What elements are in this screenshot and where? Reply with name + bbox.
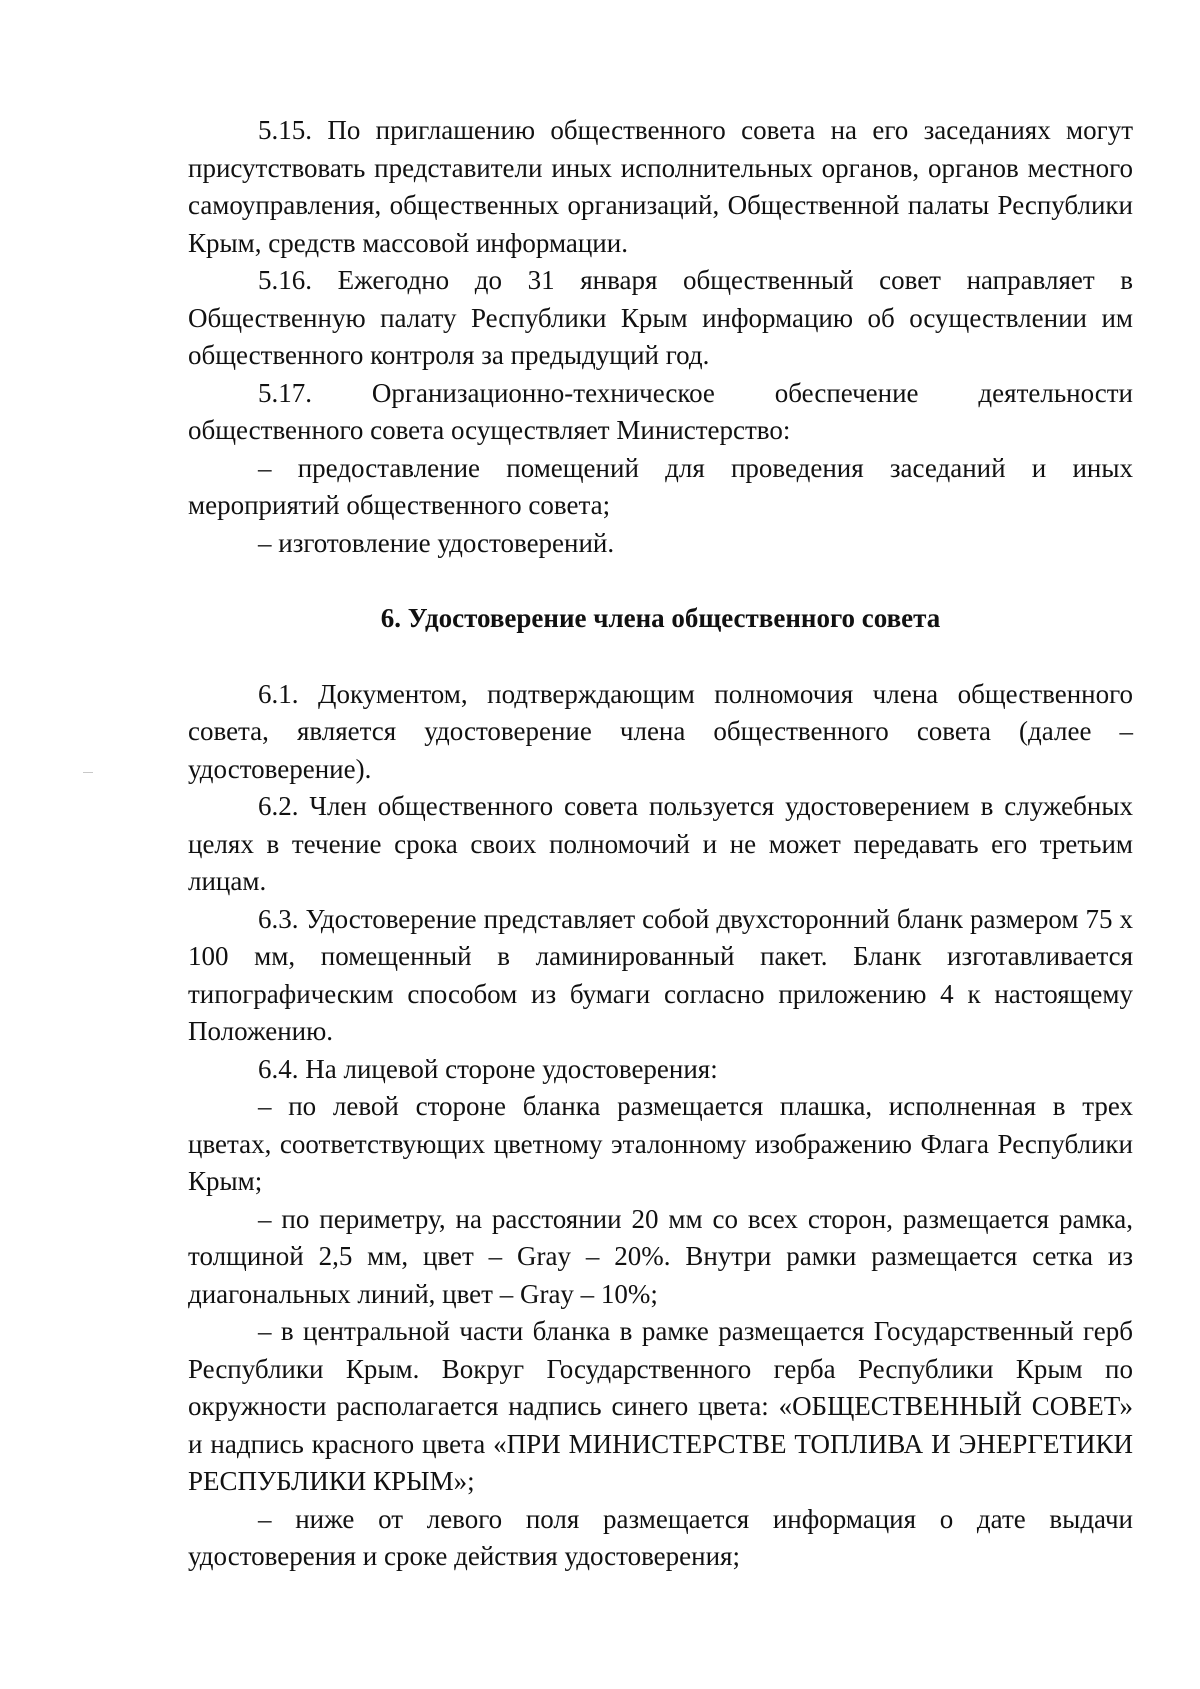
- list-item-6-4-1: – по левой стороне бланка размещается плашка, исполненная в трех цветах, соответствующих цветному эталонному изображению Флага Республики Крым;: [188, 1091, 1133, 1196]
- paragraph-5-17: 5.17. Организационно-техническое обеспечение деятельности общественного совета осуществляет Министерство:: [188, 377, 1133, 445]
- paragraph-6-3: 6.3. Удостоверение представляет собой двухсторонний бланк размером 75 х 100 мм, помещенный в ламинированный пакет. Бланк изготавливается типографическим способом из бумаги согласно приложению 4 к настоящему Положению.: [188, 903, 1133, 1046]
- section-6-heading: 6. Удостоверение члена общественного совета: [380, 603, 941, 633]
- paragraph-5-15: 5.15. По приглашению общественного совета на его заседаниях могут присутствовать представители иных исполнительных органов, органов местного самоуправления, общественных организаций, Общественной палаты Республики Крым, средств массовой информации.: [188, 115, 1133, 258]
- list-item-5-17-1: – предоставление помещений для проведения заседаний и иных мероприятий общественного совета;: [188, 452, 1133, 520]
- paragraph-6-2: 6.2. Член общественного совета пользуется удостоверением в служебных целях в течение срока своих полномочий и не может передавать его третьим лицам.: [188, 791, 1133, 896]
- paragraph-6-4: 6.4. На лицевой стороне удостоверения:: [258, 1053, 718, 1084]
- scan-mark: [83, 772, 93, 773]
- list-item-5-17-2: – изготовление удостоверений.: [258, 527, 615, 558]
- paragraph-5-16: 5.16. Ежегодно до 31 января общественный совет направляет в Общественную палату Республики Крым информацию об осуществлении им общественного контроля за предыдущий год.: [188, 265, 1133, 370]
- list-item-6-4-3: – в центральной части бланка в рамке размещается Государственный герб Республики Крым. Вокруг Государственного герба Республики Крым по окружности располагается надпись синего цвета: «ОБЩЕСТВЕННЫЙ СОВЕТ» и надпись красного цвета «ПРИ МИНИСТЕРСТВЕ ТОПЛИВА И ЭНЕРГЕТИКИ РЕСПУБЛИКИ КРЫМ»;: [188, 1316, 1133, 1496]
- document-body: [188, 112, 1133, 1576]
- paragraph-6-1: 6.1. Документом, подтверждающим полномочия члена общественного совета, является удостоверение члена общественного совета (далее – удостоверение).: [188, 678, 1133, 784]
- list-item-6-4-2: – по периметру, на расстоянии 20 мм со всех сторон, размещается рамка, толщиной 2,5 мм, цвет – Gray – 20%. Внутри рамки размещается сетка из диагональных линий, цвет – Gray – 10%;: [188, 1203, 1133, 1309]
- list-item-6-4-4: – ниже от левого поля размещается информация о дате выдачи удостоверения и сроке действия удостоверения;: [188, 1503, 1133, 1571]
